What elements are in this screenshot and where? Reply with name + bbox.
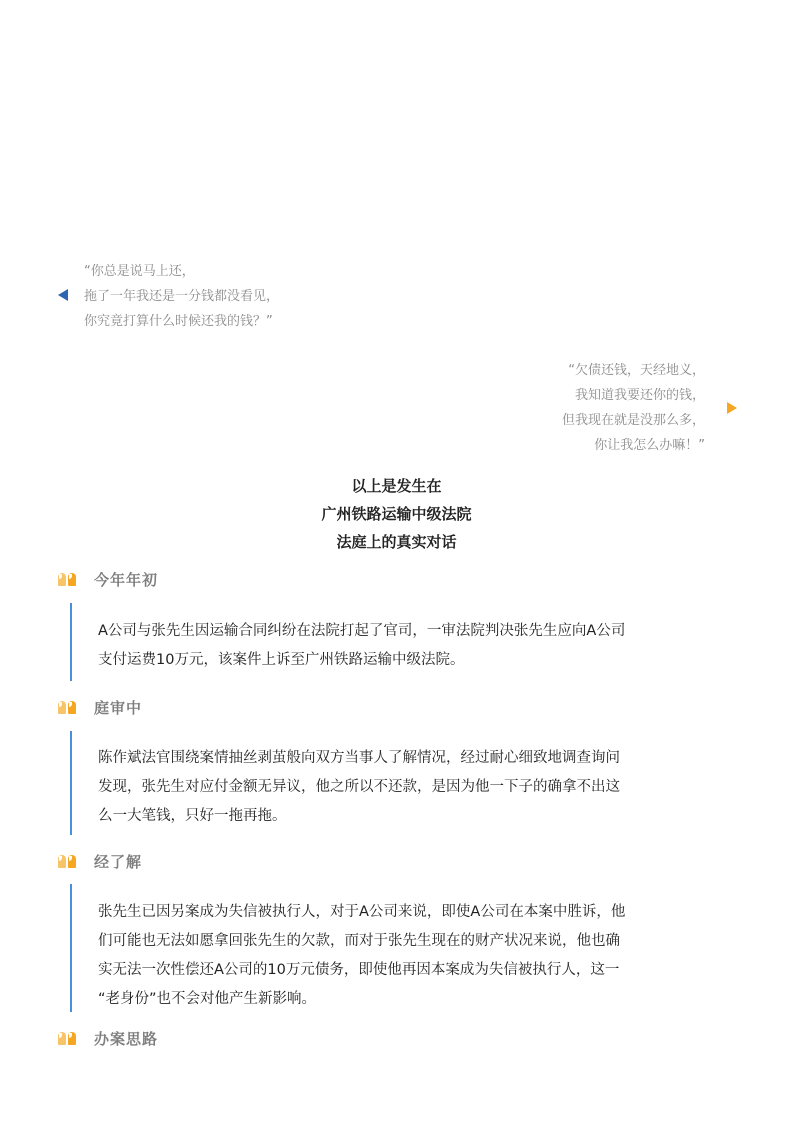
quote-mark-icon xyxy=(58,855,76,868)
section-paragraph xyxy=(98,898,728,1014)
section-title: 办案思路 xyxy=(94,1029,159,1048)
left-quote-line-2: 拖了一年我还是一分钱都没看见， xyxy=(84,289,280,304)
section-divider-bar xyxy=(70,884,72,1012)
right-quote-line-3: 但我现在就是没那么多， xyxy=(561,413,705,428)
section-heading-approach xyxy=(58,1027,158,1049)
paragraph-line: 张先生已因另案成为失信被执行人，对于A公司来说，即使A公司在本案中胜诉，他 xyxy=(98,904,626,920)
paragraph-line: “老身份”也不会对他产生新影响。 xyxy=(98,991,317,1007)
right-quote-line-4: 你让我怎么办嘛！” xyxy=(594,438,705,453)
paragraph-line: 发现，张先生对应付金额无异议，他之所以不还款，是因为他一下子的确拿不出这 xyxy=(98,779,620,795)
intro-line-3: 法庭上的真实对话 xyxy=(336,533,457,551)
section-paragraph xyxy=(98,617,728,675)
right-triangle-icon xyxy=(727,402,737,414)
intro-line-1: 以上是发生在 xyxy=(351,477,442,495)
left-speech-quote xyxy=(84,259,279,334)
quote-mark-icon xyxy=(58,573,76,586)
quote-mark-icon xyxy=(58,1032,76,1045)
paragraph-line: A公司与张先生因运输合同纠纷在法院打起了官司，一审法院判决张先生应向A公司 xyxy=(98,623,626,639)
quote-mark-icon xyxy=(58,701,76,714)
paragraph-line: 么一大笔钱，只好一拖再拖。 xyxy=(98,808,287,824)
right-quote-line-1: “欠债还钱，天经地义， xyxy=(568,363,705,378)
paragraph-line: 们可能也无法如愿拿回张先生的欠款，而对于张先生现在的财产状况来说，他也确 xyxy=(98,933,620,949)
left-quote-line-1: “你总是说马上还， xyxy=(84,264,195,279)
paragraph-line: 实无法一次性偿还A公司的10万元债务，即使他再因本案成为失信被执行人，这一 xyxy=(98,962,620,978)
section-heading-early-year xyxy=(58,568,158,590)
paragraph-line: 陈作斌法官围绕案情抽丝剥茧般向双方当事人了解情况，经过耐心细致地调查询问 xyxy=(98,750,620,766)
section-title: 今年年初 xyxy=(94,570,159,589)
section-paragraph xyxy=(98,744,728,831)
section-title: 经了解 xyxy=(94,852,143,871)
section-divider-bar xyxy=(70,603,72,681)
section-heading-trial xyxy=(58,696,142,718)
intro-heading xyxy=(0,472,793,556)
section-title: 庭审中 xyxy=(94,698,143,717)
intro-line-2: 广州铁路运输中级法院 xyxy=(321,505,472,523)
left-triangle-icon xyxy=(58,289,68,301)
paragraph-line: 支付运费10万元，该案件上诉至广州铁路运输中级法院。 xyxy=(98,652,465,668)
left-quote-line-3: 你究竟打算什么时候还我的钱？” xyxy=(84,314,273,329)
section-divider-bar xyxy=(70,731,72,835)
right-speech-quote xyxy=(562,358,705,458)
right-quote-line-2: 我知道我要还你的钱， xyxy=(574,388,705,403)
section-heading-findings xyxy=(58,850,142,872)
